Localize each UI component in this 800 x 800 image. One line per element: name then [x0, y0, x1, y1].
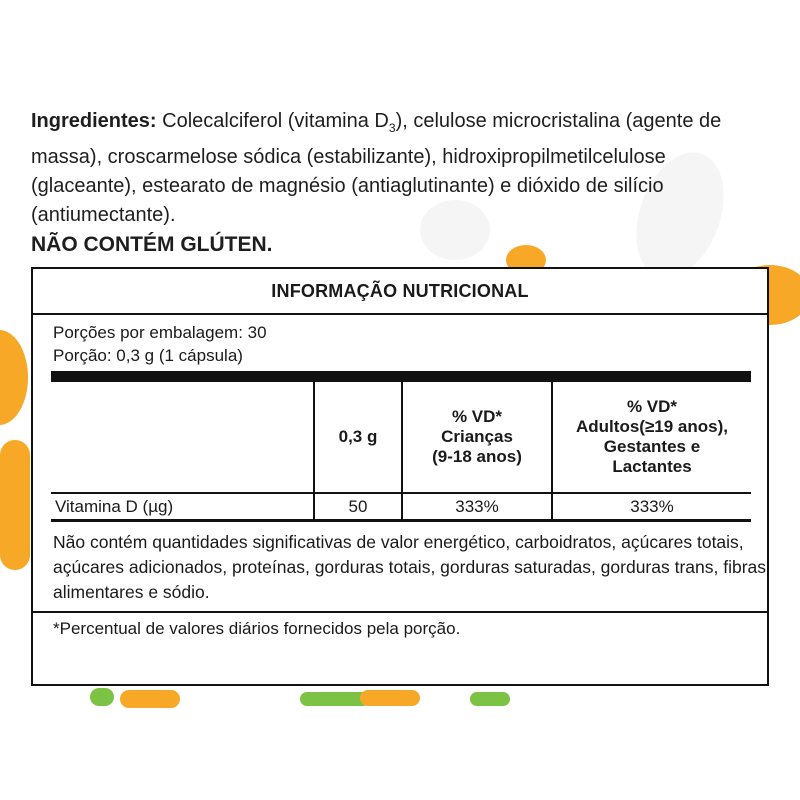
header-vd-children-line2: Crianças	[441, 427, 513, 446]
row-vd-adults: 333%	[630, 496, 674, 516]
ingredients-label: Ingredientes:	[31, 110, 157, 132]
header-amount: 0,3 g	[315, 382, 403, 492]
background-blob	[90, 688, 114, 706]
header-vd-adults-line4: Lactantes	[612, 457, 692, 476]
header-vd-children-line3: (9-18 anos)	[432, 447, 522, 466]
background-blob	[0, 330, 28, 425]
footnote: *Percentual de valores diários fornecidos pela porção.	[53, 619, 461, 638]
header-vd-adults	[553, 382, 751, 492]
nutrition-facts-panel	[31, 267, 769, 686]
servings-info	[33, 315, 767, 371]
header-vd-children	[403, 382, 553, 492]
table-row	[51, 494, 751, 522]
ingredients-subscript: 3	[388, 121, 396, 135]
gluten-warning: NÃO CONTÉM GLÚTEN.	[31, 233, 273, 256]
ingredients-section	[31, 107, 771, 259]
background-blob	[470, 692, 510, 706]
ingredients-text-start: Colecalciferol (vitamina D	[156, 110, 389, 132]
servings-per-package: Porções por embalagem: 30	[53, 323, 267, 342]
background-blob	[0, 440, 30, 570]
row-amount: 50	[315, 494, 403, 519]
thick-divider	[51, 371, 751, 382]
nutrition-title: INFORMAÇÃO NUTRICIONAL	[33, 269, 767, 315]
nutrition-table	[51, 382, 751, 522]
ingredients-text-end: ), celulose microcristalina (agente de massa), croscarmelose sódica (estabilizante), hidroxipropilmetilcelulose (glaceante), estearato de magnésio (antiaglutinante) e dióxido de silício (antiumectante).	[31, 110, 722, 226]
serving-size: Porção: 0,3 g (1 cápsula)	[53, 346, 243, 365]
background-blob	[360, 690, 420, 706]
insignificant-amounts-notice: Não contém quantidades significativas de valor energético, carboidratos, açúcares totais, açúcares adicionados, proteínas, gorduras totais, gorduras saturadas, gorduras trans, fibras alimentares e sódio.	[33, 522, 767, 613]
header-nutrient	[51, 382, 315, 492]
row-nutrient: Vitamina D (µg)	[51, 494, 315, 519]
header-vd-children-line1: % VD*	[451, 407, 503, 426]
table-header	[51, 382, 751, 494]
background-blob	[120, 690, 180, 708]
header-vd-adults-line2: Adultos(≥19 anos),	[576, 417, 728, 436]
header-vd-adults-line3: Gestantes e	[603, 437, 701, 456]
header-vd-adults-line1: % VD*	[626, 397, 678, 416]
row-vd-children: 333%	[403, 494, 553, 519]
